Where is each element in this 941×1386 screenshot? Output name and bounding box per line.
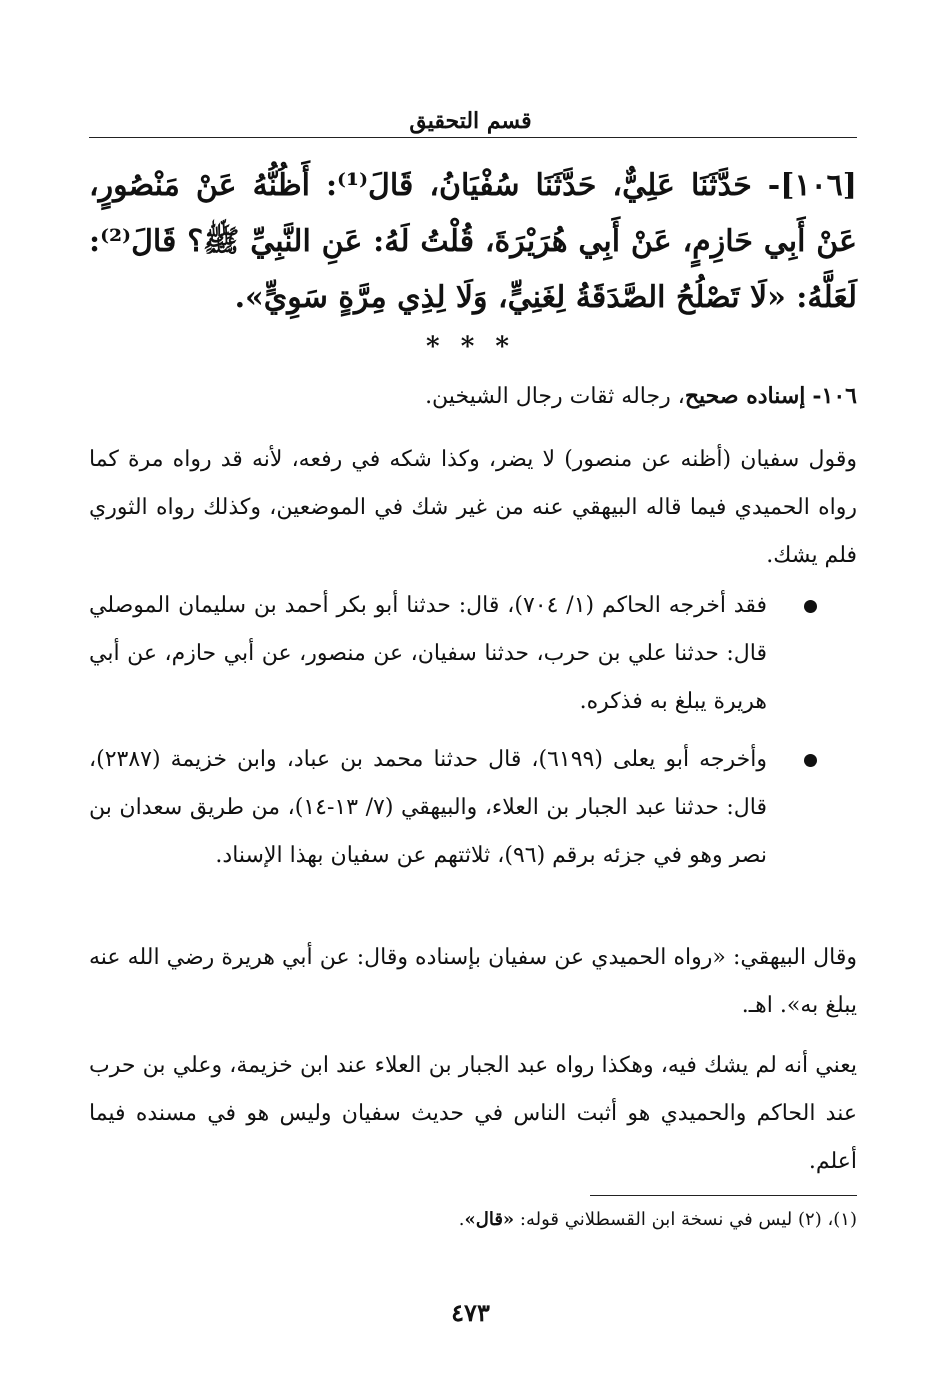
footnote-divider	[590, 1195, 857, 1196]
verdict-line	[89, 372, 857, 421]
bullet-icon	[804, 754, 817, 767]
footnote-suffix: .	[458, 1209, 465, 1230]
commentary-paragraph-2: وقال البيهقي: «رواه الحميدي عن سفيان بإسناده وقال: عن أبي هريرة رضي الله عنه يبلغ به». اهـ.	[89, 945, 857, 1018]
list-item	[89, 582, 857, 726]
footnote-quote: «قال»	[464, 1209, 515, 1230]
list-item-text: وأخرجه أبو يعلى (٦١٩٩)، قال حدثنا محمد بن عباد، وابن خزيمة (٢٣٨٧)، قال: حدثنا عبد الجبار بن العلاء، والبيهقي (٧/ ١٣-١٤)، من طريق سعدان بن نصر وهو في جزئه برقم (٩٦)، ثلاثتهم عن سفيان بهذا الإسناد.	[89, 747, 768, 868]
footnote	[89, 1205, 857, 1235]
page-number: ٤٧٣	[451, 1298, 490, 1327]
section-separator: * * *	[426, 332, 515, 362]
bullet-icon	[804, 600, 817, 613]
verdict-number: ١٠٦-	[812, 383, 857, 409]
commentary-paragraph-3: يعني أنه لم يشك فيه، وهكذا رواه عبد الجبار بن العلاء عند ابن خزيمة، وعلي بن حرب عند الحاكم والحميدي هو أثبت الناس في حديث سفيان وليس هو في مسنده فيما أعلم.	[89, 1053, 857, 1174]
footnote-prefix: (١)، (٢) ليس في نسخة ابن القسطلاني قوله:	[514, 1209, 857, 1230]
verdict-judgement: إسناده صحيح	[684, 383, 806, 409]
header-divider	[89, 137, 857, 138]
list-item-text: فقد أخرجه الحاكم (١/ ٧٠٤)، قال: حدثنا أبو بكر أحمد بن سليمان الموصلي قال: حدثنا علي بن حرب، حدثنا سفيان، عن منصور، عن أبي حازم، عن أبي هريرة يبلغ به فذكره.	[89, 593, 768, 714]
commentary-paragraph-1: وقول سفيان (أظنه عن منصور) لا يضر، وكذا شكه في رفعه، لأنه قد رواه مرة كما رواه الحميدي فيما قاله البيهقي عنه من غير شك في الموضعين، وكذلك رواه الثوري فلم يشك.	[89, 447, 857, 568]
list-item	[89, 736, 857, 880]
hadith-text: [١٠٦]- حَدَّثَنَا عَلِيٌّ، حَدَّثَنَا سُفْيَانُ، قَالَ⁽¹⁾: أَظُنُّهُ عَنْ مَنْصُورٍ، عَنْ أَبِي حَازِمٍ، عَنْ أَبِي هُرَيْرَةَ، قُلْتُ لَهُ: عَنِ النَّبِيِّ ﷺ؟ قَالَ⁽²⁾: لَعَلَّهُ: «لَا تَصْلُحُ الصَّدَقَةُ لِغَنِيٍّ، وَلَا لِذِي مِرَّةٍ سَوِيٍّ».	[89, 168, 857, 315]
page-header-title: قسم التحقيق	[409, 108, 532, 134]
takhrij-list-1	[89, 582, 857, 726]
verdict-rest: ، رجاله ثقات رجال الشيخين.	[425, 384, 685, 409]
takhrij-list-2	[89, 736, 857, 880]
